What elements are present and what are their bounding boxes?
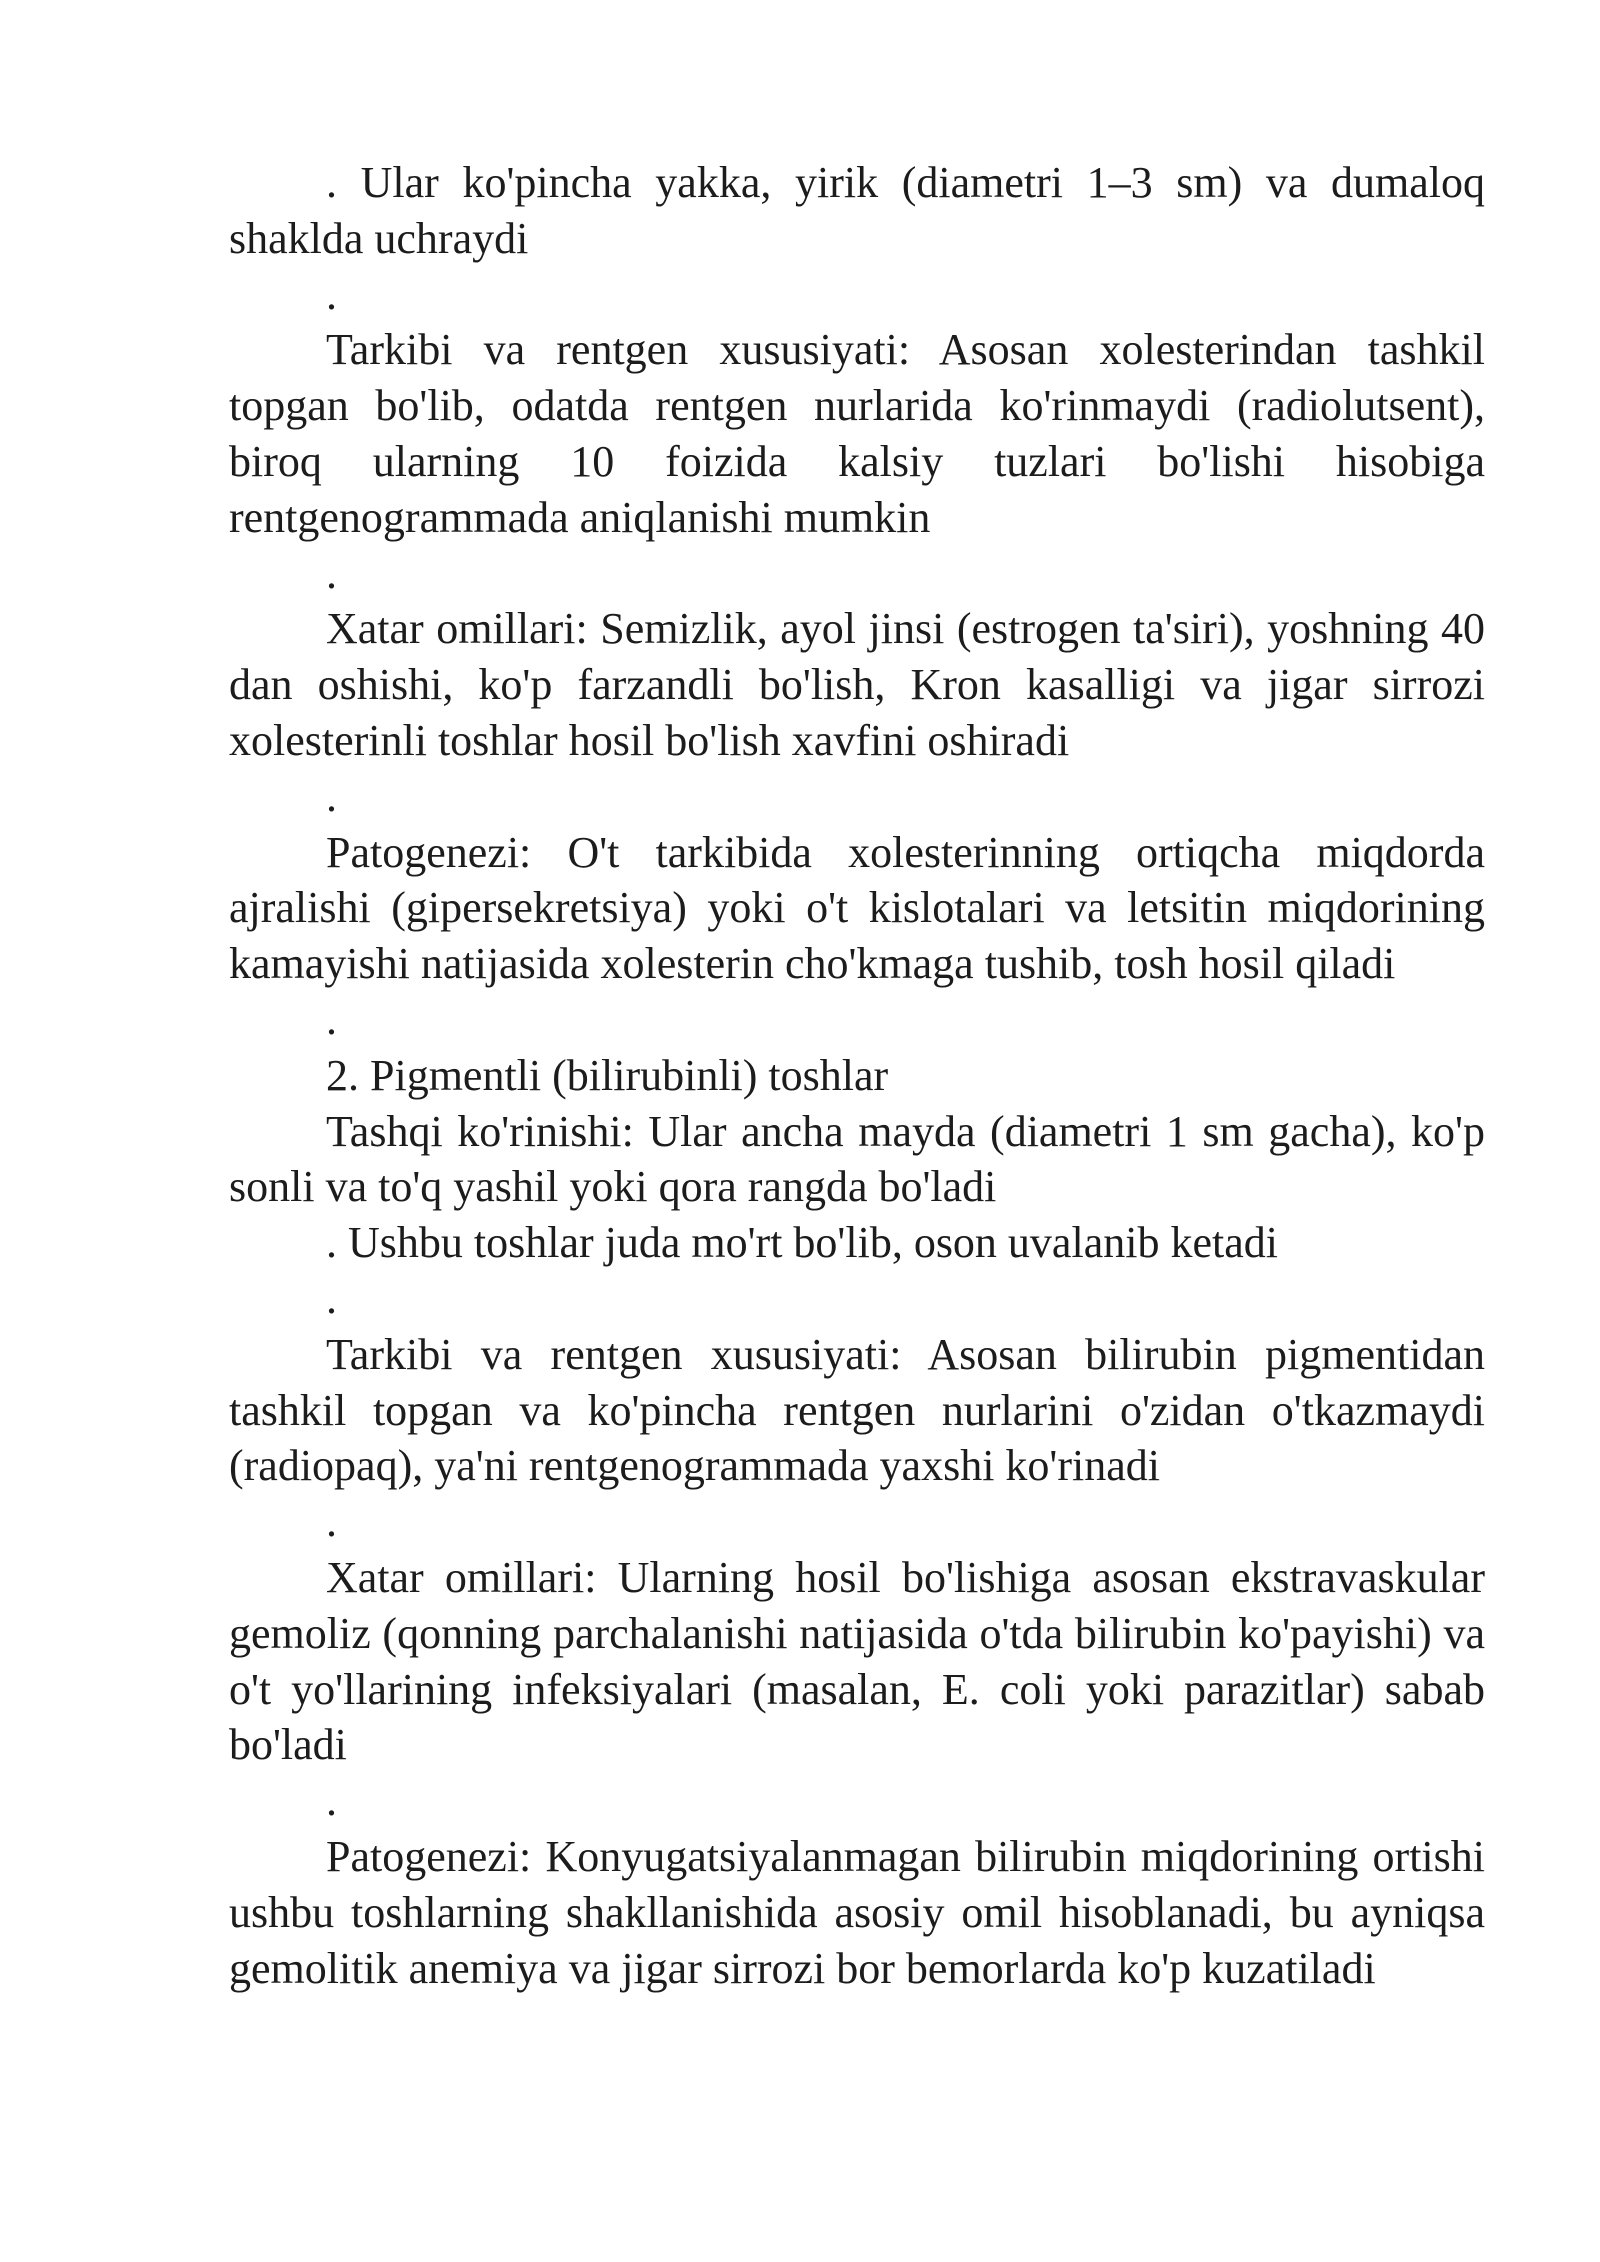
paragraph-risk-factors-pigment: Xatar omillari: Ularning hosil bo'lishiga asosan ekstravaskular gemoliz (qonning parchalanishi natijasida o'tda bilirubin ko'payishi) va o't yo'llarining infeksiyalari (masalan, E. coli yoki parazitlar) sabab bo'ladi bbox=[229, 1552, 1485, 1770]
paragraph-separator: . bbox=[326, 1497, 337, 1547]
paragraph-appearance: Tashqi ko'rinishi: Ular ancha mayda (diametri 1 sm gacha), ko'p sonli va to'q yashil yoki qora rangda bo'ladi bbox=[229, 1106, 1485, 1212]
paragraph-pathogenesis-pigment: Patogenezi: Konyugatsiyalanmagan bilirubin miqdorining ortishi ushbu toshlarning shakllanishida asosiy omil hisoblanadi, bu ayniqsa gemolitik anemiya va jigar sirrozi bor bemorlarda ko'p kuzatiladi bbox=[229, 1831, 1485, 1993]
section-heading-pigment-stones: 2. Pigmentli (bilirubinli) toshlar bbox=[326, 1050, 889, 1100]
paragraph-composition-xray: Tarkibi va rentgen xususiyati: Asosan xolesterindan tashkil topgan bo'lib, odatda rentgen nurlarida ko'rinmaydi (radiolutsent), biroq ularning 10 foizida kalsiy tuzlari bo'lishi hisobiga rentgenogrammada aniqlanishi mumkin bbox=[229, 325, 1485, 542]
paragraph-risk-factors: Xatar omillari: Semizlik, ayol jinsi (estrogen ta'siri), yoshning 40 dan oshishi, ko'p farzandli bo'lish, Kron kasalligi va jigar sirrozi xolesterinli toshlar hosil bo'lish xavfini oshiradi bbox=[229, 604, 1485, 765]
paragraph-separator: . bbox=[326, 269, 337, 319]
paragraph-separator: . bbox=[326, 994, 337, 1044]
paragraph-separator: . bbox=[326, 548, 337, 598]
paragraph-separator: . bbox=[326, 1273, 337, 1323]
paragraph-fragility: . Ushbu toshlar juda mo'rt bo'lib, oson uvalanib ketadi bbox=[326, 1218, 1278, 1268]
document-page bbox=[229, 155, 1485, 1996]
paragraph-composition-xray-pigment: Tarkibi va rentgen xususiyati: Asosan bilirubin pigmentidan tashkil topgan va ko'pincha rentgen nurlarini o'zidan o'tkazmaydi (radiopaq), ya'ni rentgenogrammada yaxshi ko'rinadi bbox=[229, 1329, 1485, 1491]
paragraph-pathogenesis: Patogenezi: O't tarkibida xolesterinning ortiqcha miqdorda ajralishi (gipersekretsiya) yoki o't kislotalari va letsitin miqdorining kamayishi natijasida xolesterin cho'kmaga tushib, tosh hosil qiladi bbox=[229, 827, 1485, 989]
paragraph-separator: . bbox=[326, 771, 337, 821]
paragraph-separator: . bbox=[326, 1776, 337, 1826]
paragraph-shape-description: . Ular ko'pincha yakka, yirik (diametri 1–3 sm) va dumaloq shaklda uchraydi bbox=[229, 158, 1485, 263]
